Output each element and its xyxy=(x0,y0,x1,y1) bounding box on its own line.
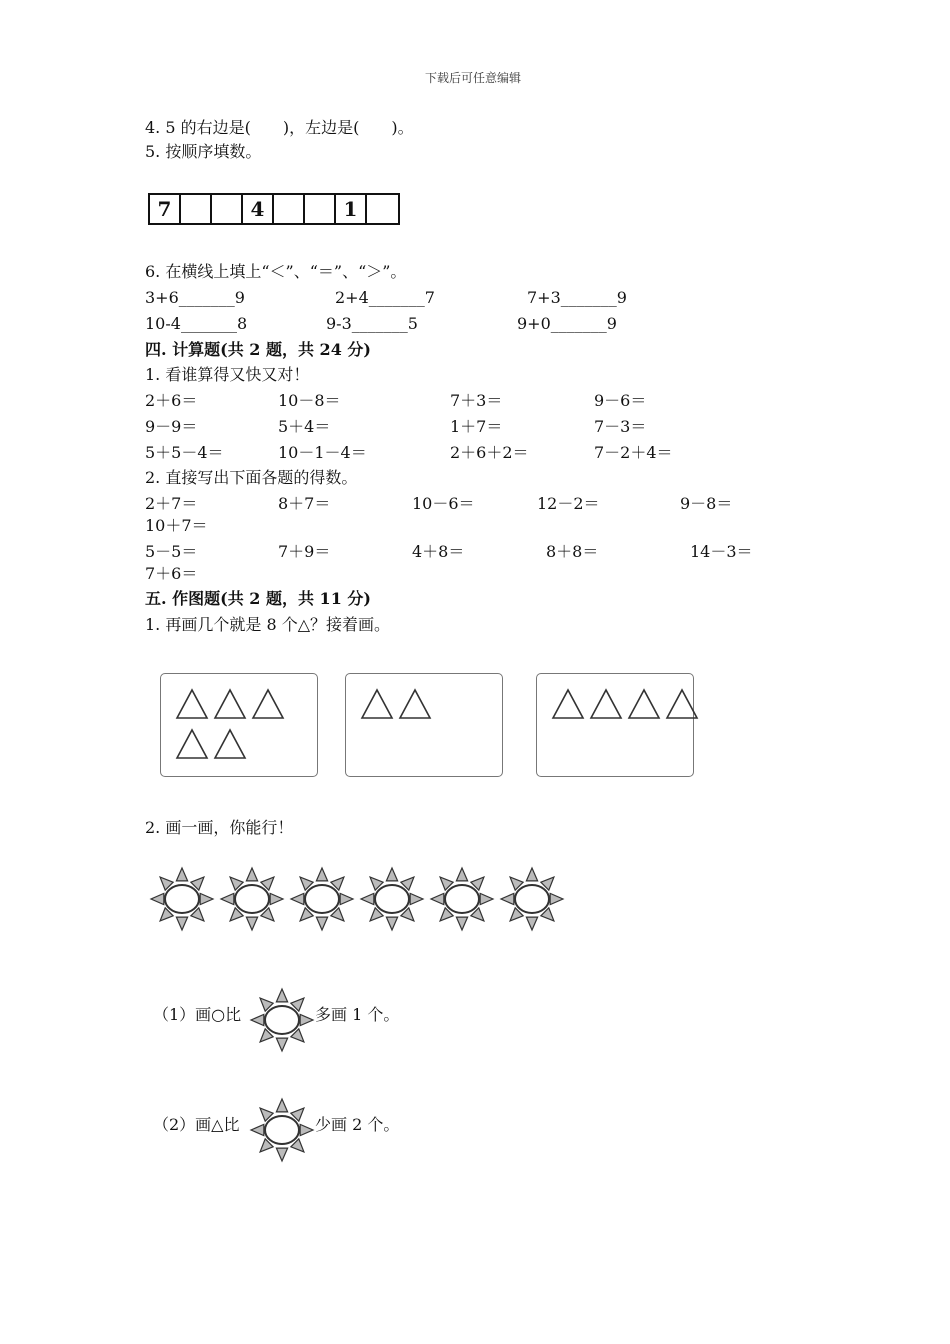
direct-item: 4＋8＝ xyxy=(412,542,465,561)
section-4-question-2: 2. 直接写出下面各题的得数。 xyxy=(145,468,358,487)
sequence-cell[interactable] xyxy=(305,195,336,223)
compare-item: 10-4_______8 xyxy=(145,314,248,333)
question-4: 4. 5 的右边是( )，左边是( )。 xyxy=(145,118,414,137)
section-4-question-1: 1. 看谁算得又快又对！ xyxy=(145,365,310,384)
direct-item: 14－3＝ xyxy=(690,542,753,561)
direct-item: 9－8＝ xyxy=(680,494,733,513)
calc-item: 2＋6＋2＝ xyxy=(450,443,529,462)
direct-item: 12－2＝ xyxy=(537,494,600,513)
triangle-icon xyxy=(553,690,583,718)
compare-item: 3+6_______9 xyxy=(145,288,245,307)
sun-icon xyxy=(251,1099,313,1161)
calc-item: 10－8＝ xyxy=(278,391,341,410)
triangle-icon xyxy=(629,690,659,718)
calc-item: 9－6＝ xyxy=(594,391,647,410)
triangle-box[interactable] xyxy=(345,673,503,777)
calc-item: 7＋3＝ xyxy=(450,391,503,410)
triangle-icon xyxy=(177,690,207,718)
direct-item: 2＋7＝ xyxy=(145,494,198,513)
sun-row xyxy=(148,864,598,934)
sun-icon xyxy=(221,868,283,930)
calc-item: 2＋6＝ xyxy=(145,391,198,410)
compare-item: 2+4_______7 xyxy=(335,288,435,307)
triangle-icon xyxy=(177,730,207,758)
section-5-title: 五. 作图题(共 2 题，共 11 分) xyxy=(145,589,371,608)
sequence-cell[interactable]: 1 xyxy=(336,195,367,223)
direct-item: 7＋9＝ xyxy=(278,542,331,561)
triangle-icon xyxy=(215,730,245,758)
compare-item: 7+3_______9 xyxy=(527,288,627,307)
direct-item: 8＋8＝ xyxy=(546,542,599,561)
sequence-cell[interactable] xyxy=(212,195,243,223)
calc-item: 10－1－4＝ xyxy=(278,443,367,462)
sequence-cell[interactable] xyxy=(274,195,305,223)
direct-item: 5－5＝ xyxy=(145,542,198,561)
triangle-icon xyxy=(362,690,392,718)
sun-icon xyxy=(291,868,353,930)
calc-item: 7－3＝ xyxy=(594,417,647,436)
calc-item: 5＋5－4＝ xyxy=(145,443,224,462)
sequence-cell[interactable] xyxy=(367,195,398,223)
sun-icon xyxy=(251,989,313,1051)
triangle-box[interactable] xyxy=(536,673,694,777)
question-5: 5. 按顺序填数。 xyxy=(145,142,262,161)
direct-item: 7＋6＝ xyxy=(145,564,198,583)
sub-question-2-prefix: （2）画△比 xyxy=(153,1115,240,1134)
triangle-icon xyxy=(591,690,621,718)
triangle-group xyxy=(346,674,502,774)
triangle-icon xyxy=(667,690,697,718)
calc-item: 1＋7＝ xyxy=(450,417,503,436)
sub-question-1-prefix: （1）画○比 xyxy=(153,1005,242,1024)
direct-item: 10－6＝ xyxy=(412,494,475,513)
triangle-group xyxy=(537,674,693,774)
direct-item: 8＋7＝ xyxy=(278,494,331,513)
sun-icon xyxy=(501,868,563,930)
sequence-grid xyxy=(148,193,400,225)
section-5-question-1: 1. 再画几个就是 8 个△？接着画。 xyxy=(145,615,391,634)
page-header: 下载后可任意编辑 xyxy=(425,71,522,85)
sub-question-2-suffix: 少画 2 个。 xyxy=(315,1115,400,1134)
triangle-box[interactable] xyxy=(160,673,318,777)
sequence-cell[interactable]: 4 xyxy=(243,195,274,223)
calc-item: 9－9＝ xyxy=(145,417,198,436)
sequence-cell[interactable] xyxy=(181,195,212,223)
question-6: 6. 在横线上填上“＜”、“＝”、“＞”。 xyxy=(145,262,407,281)
compare-item: 9+0_______9 xyxy=(517,314,617,333)
triangle-icon xyxy=(215,690,245,718)
sun-icon xyxy=(361,868,423,930)
direct-item: 10＋7＝ xyxy=(145,516,208,535)
sun-icon xyxy=(249,990,315,1050)
triangle-icon xyxy=(253,690,283,718)
section-4-title: 四. 计算题(共 2 题，共 24 分) xyxy=(145,340,371,359)
compare-item: 9-3_______5 xyxy=(326,314,418,333)
calc-item: 5＋4＝ xyxy=(278,417,331,436)
calc-item: 7－2＋4＝ xyxy=(594,443,673,462)
section-5-question-2: 2. 画一画，你能行！ xyxy=(145,818,294,837)
sun-icon xyxy=(249,1100,315,1160)
sequence-cell[interactable]: 7 xyxy=(150,195,181,223)
triangle-icon xyxy=(400,690,430,718)
triangle-group xyxy=(161,674,317,774)
sub-question-1-suffix: 多画 1 个。 xyxy=(315,1005,400,1024)
sun-icon xyxy=(431,868,493,930)
sun-icon xyxy=(151,868,213,930)
